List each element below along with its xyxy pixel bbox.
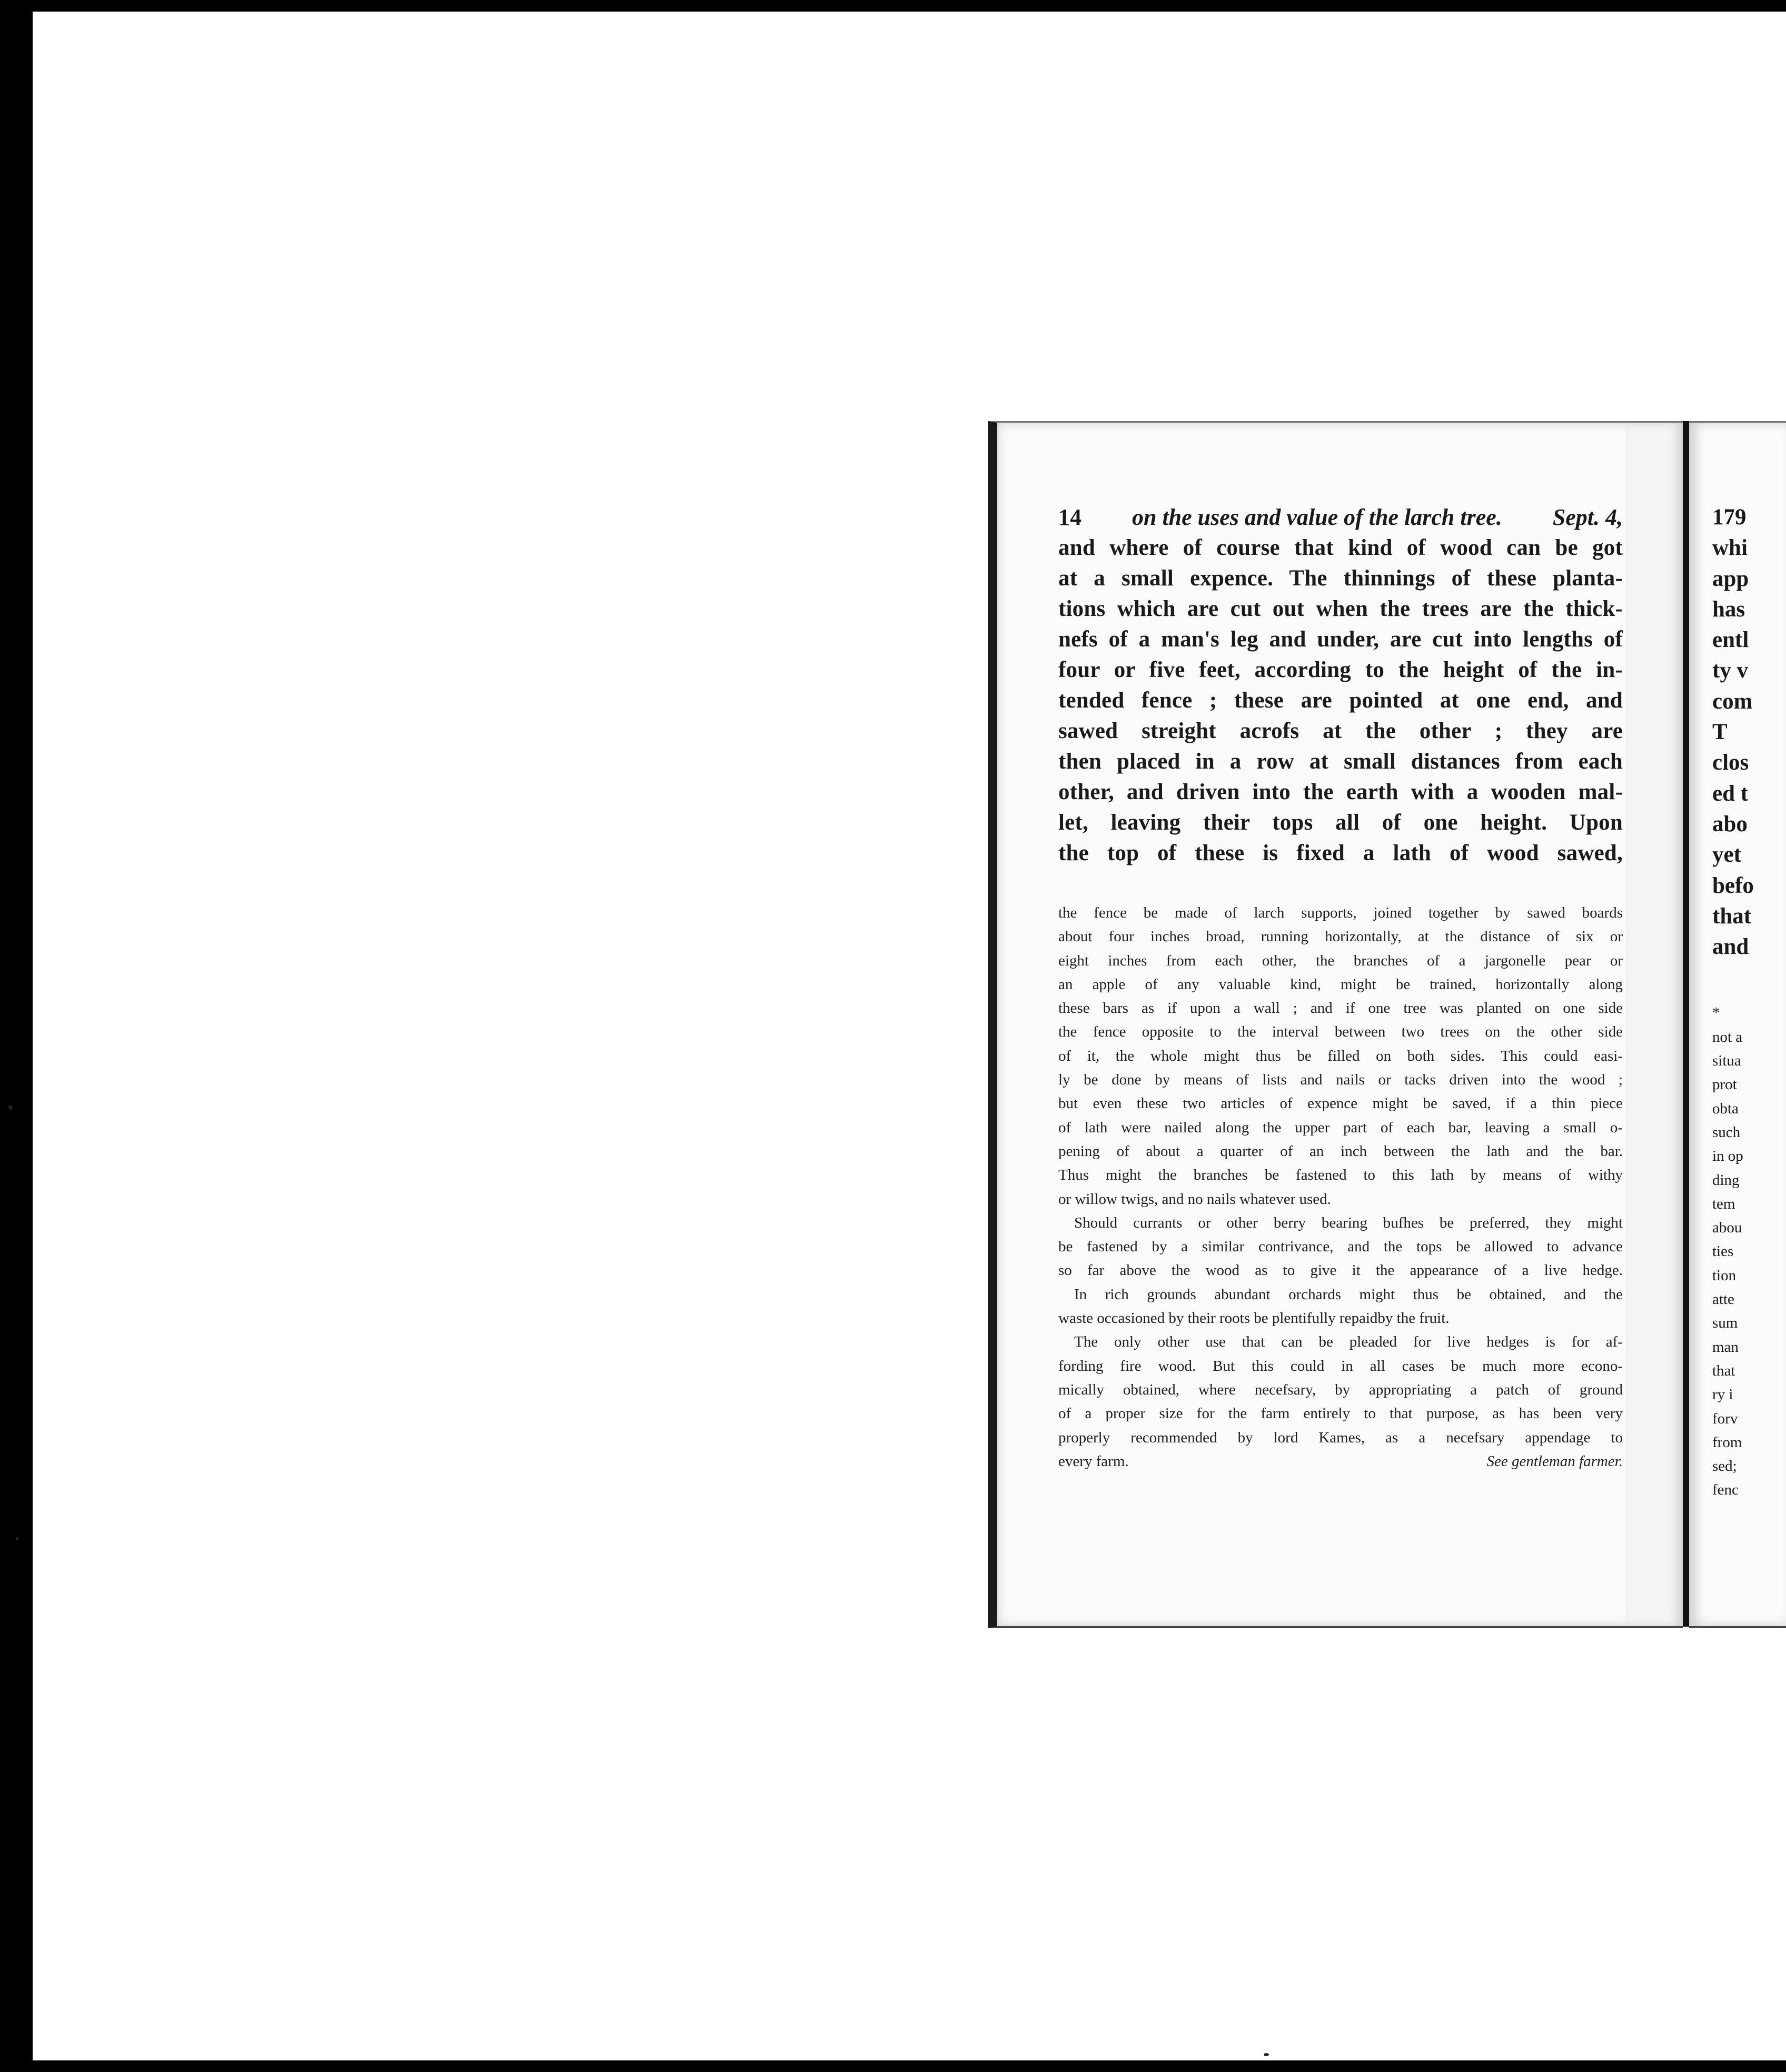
text-line: sawed streight acrofs at the other ; they are: [1058, 719, 1623, 743]
right-line: 179: [1712, 505, 1747, 530]
right-note-line: prot: [1712, 1076, 1737, 1093]
footnote-signature: See gentleman farmer.: [1486, 1452, 1623, 1470]
footnote-line: every farm.: [1058, 1452, 1129, 1470]
footnote-line: an apple of any valuable kind, might be trained, horizontally along: [1058, 975, 1623, 993]
footnote-block: [1058, 901, 1623, 1473]
right-note-line: from: [1712, 1433, 1742, 1451]
footnote-line: but even these two articles of expence might be saved, if a thin piece: [1058, 1095, 1623, 1112]
right-line: has: [1712, 596, 1745, 622]
right-page-text: [1712, 502, 1786, 1502]
scan-speck: [1264, 2053, 1269, 2056]
right-note-line: tem: [1712, 1195, 1735, 1212]
right-line: ed t: [1712, 781, 1749, 806]
right-line: com: [1712, 689, 1753, 714]
footnote-line: mically obtained, where necefsary, by appropriating a patch of ground: [1058, 1381, 1623, 1398]
right-note-line: not a: [1712, 1028, 1743, 1045]
right-line: T: [1712, 720, 1728, 745]
footnote-line: these bars as if upon a wall ; and if one tree was planted on one side: [1058, 1000, 1623, 1017]
right-line: and: [1712, 934, 1749, 960]
main-paragraph: [1058, 533, 1623, 869]
right-line: abo: [1712, 811, 1748, 836]
text-line: four or five feet, according to the height of the in-: [1058, 658, 1623, 682]
footnote-line: so far above the wood as to give it the appearance of a live hedge.: [1058, 1262, 1623, 1279]
footnote-line: Should currants or other berry bearing bufhes be preferred, they might: [1074, 1214, 1623, 1231]
footnote-line: or willow twigs, and no nails whatever used.: [1058, 1190, 1331, 1208]
scan-speck: [8, 1105, 13, 1110]
right-note-line: sum: [1712, 1314, 1738, 1332]
text-line: let, leaving their tops all of one height. Upon: [1058, 810, 1623, 835]
right-note-line: such: [1712, 1123, 1741, 1141]
scan-speck: [16, 1537, 19, 1540]
right-line: whi: [1712, 535, 1748, 561]
right-note-line: tion: [1712, 1267, 1737, 1284]
footnote-line: of lath were nailed along the upper part of each bar, leaving a small o-: [1058, 1119, 1623, 1136]
right-note-line: sed;: [1712, 1458, 1737, 1475]
right-note-line: abou: [1712, 1219, 1742, 1237]
running-date: Sept. 4,: [1552, 504, 1623, 530]
right-note-line: *: [1712, 1004, 1720, 1022]
footnote-line: fording fire wood. But this could in all cases be much more econo-: [1058, 1357, 1623, 1374]
page-number: 14: [1058, 504, 1081, 530]
right-line: befo: [1712, 873, 1754, 898]
text-line: nefs of a man's leg and under, are cut into lengths of: [1058, 627, 1623, 652]
footnote-line: ly be done by means of lists and nails or tacks driven into the wood ;: [1058, 1071, 1623, 1089]
right-line: clos: [1712, 750, 1749, 775]
footnote-line: In rich grounds abundant orchards might thus be obtained, and the: [1074, 1286, 1623, 1303]
running-title: on the uses and value of the larch tree.: [1132, 504, 1502, 530]
text-line: the top of these is fixed a lath of wood sawed,: [1058, 841, 1623, 865]
right-line: ty v: [1712, 658, 1749, 683]
footnote-line: about four inches broad, running horizontally, at the distance of six or: [1058, 928, 1623, 945]
running-head: [1058, 502, 1623, 533]
footnote-final-row: [1058, 1450, 1623, 1473]
footnote-line: The only other use that can be pleaded for live hedges is for af-: [1074, 1333, 1623, 1351]
text-line: tions which are cut out when the trees are the thick-: [1058, 596, 1623, 621]
text-line: then placed in a row at small distances from each: [1058, 749, 1623, 774]
book-gutter: [1683, 421, 1689, 1627]
footnote-line: of it, the whole might thus be filled on both sides. This could easi-: [1058, 1047, 1623, 1064]
main-text-block: [1058, 502, 1623, 869]
right-note-line: ding: [1712, 1171, 1740, 1189]
right-note-line: in op: [1712, 1148, 1743, 1165]
right-line: that: [1712, 903, 1752, 929]
footnote-line: the fence be made of larch supports, joined together by sawed boards: [1058, 904, 1623, 921]
footnote-line: be fastened by a similar contrivance, and the tops be allowed to advance: [1058, 1238, 1623, 1256]
right-note-line: ry i: [1712, 1386, 1733, 1403]
right-line: yet: [1712, 842, 1741, 868]
right-note-line: obta: [1712, 1100, 1739, 1117]
footnote-line: waste occasioned by their roots be plentifully repaidby the fruit.: [1058, 1310, 1450, 1327]
right-note-line: ties: [1712, 1243, 1734, 1260]
right-line: entl: [1712, 627, 1749, 653]
page-edge: [1626, 421, 1683, 1628]
text-line: at a small expence. The thinnings of these planta-: [1058, 566, 1623, 591]
right-note-line: atte: [1712, 1291, 1734, 1308]
right-line: app: [1712, 566, 1749, 591]
right-note-line: forv: [1712, 1410, 1738, 1427]
footnote-line: Thus might the branches be fastened to this lath by means of withy: [1058, 1167, 1623, 1184]
right-note-line: fenc: [1712, 1481, 1739, 1499]
text-line: tended fence ; these are pointed at one end, and: [1058, 688, 1623, 713]
footnote-line: of a proper size for the farm entirely to that purpose, as has been very: [1058, 1405, 1623, 1422]
right-note-line: man: [1712, 1338, 1739, 1356]
footnote-line: eight inches from each other, the branches of a jargonelle pear or: [1058, 952, 1623, 969]
footnote-line: pening of about a quarter of an inch between the lath and the bar.: [1058, 1142, 1623, 1160]
right-note-line: situa: [1712, 1052, 1741, 1070]
footnote-line: the fence opposite to the interval between two trees on the other side: [1058, 1023, 1623, 1041]
text-line: other, and driven into the earth with a wooden mal-: [1058, 780, 1623, 804]
right-note-line: that: [1712, 1362, 1735, 1379]
text-line: and where of course that kind of wood can be got: [1058, 535, 1623, 560]
footnote-line: properly recommended by lord Kames, as a necefsary appendage to: [1058, 1429, 1623, 1446]
